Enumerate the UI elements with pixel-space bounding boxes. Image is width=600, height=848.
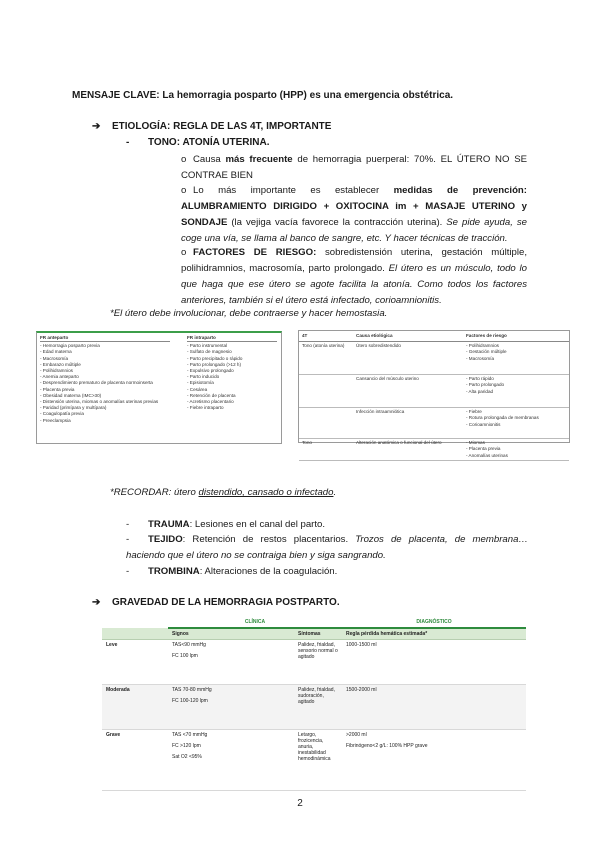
- risk-row: - Cesárea: [187, 386, 208, 392]
- table-row: Infección intraamniótica - Fiebre - Rotura prolongada de membranas - Corioamnionitis: [299, 408, 569, 439]
- risk-row: - Polihidramnios: [40, 368, 73, 374]
- table-header-row: 4T Causa etiológica Factores de riesgo: [299, 331, 569, 342]
- arrow-right-icon: ➔: [92, 597, 101, 608]
- header-blood-loss: Regla pérdida hemática estimada*: [342, 628, 526, 640]
- involution-note: *El útero debe involucionar, debe contraerse y hacer hemostasia.: [110, 308, 388, 319]
- header-signs: Signos: [168, 628, 294, 640]
- risk-row: - Parto precipitado o rápido: [187, 355, 243, 361]
- 4t-table: [298, 330, 570, 458]
- trauma-item: - TRAUMA: Lesiones en el canal del parto.: [126, 519, 326, 530]
- key-message: [72, 90, 453, 101]
- etiology-title: ETIOLOGÍA: REGLA DE LAS 4T, IMPORTANTE: [112, 121, 332, 132]
- dash-bullet: -: [126, 137, 130, 148]
- trombina-item: - TROMBINA: Alteraciones de la coagulación.: [126, 566, 338, 577]
- arrow-right-icon: ➔: [92, 121, 101, 132]
- table-row: Tono (atonía uterina) Útero sobredistendido - Polihidramnios - Gestación múltiple - Macrosomía: [299, 342, 569, 375]
- risk-row: - Coagulopatía previa: [40, 411, 84, 417]
- risk-row: - Anemia anteparto: [40, 374, 79, 380]
- tono-bullet-3: o FACTORES DE RIESGO: sobredistensión uterina, gestación múltiple, polihidramnios, macrosomía, parto prolongado. El útero es un músculo, todo lo que haga que ese útero se agote facilita la atonía. Como todos los factores anteriores, también si el útero está infectado, corioamnionitis.: [181, 247, 528, 306]
- severity-row: Grave TAS <70 mmHg FC >120 lpm Sat O2 <95% Letargo, frozicencia, anuria, inestabilidad hemodinámica >2000 ml Fibrinógeno<2 g/L: 100% HPP grave: [102, 730, 526, 791]
- risk-row: - Parto inducido: [187, 374, 220, 380]
- risk-row: - Distensión uterina, miomas o anomalías uterinas previas: [40, 399, 159, 405]
- group-diagnosis: DIAGNÓSTICO: [342, 617, 526, 628]
- risk-row: - Sulfato de magnesio: [187, 349, 232, 355]
- etiology-heading: [92, 121, 331, 132]
- risk-row: - Macrosomía: [40, 355, 69, 361]
- remember-note: *RECORDAR: útero distendido, cansado o infectado.: [110, 487, 337, 498]
- severity-table: [102, 617, 526, 791]
- key-message-text: La hemorragia posparto (HPP) es una emergencia obstétrica.: [162, 90, 454, 101]
- tejido-item: - TEJIDO: Retención de restos placentarios. Trozos de placenta, de membrana… haciendo que el útero no se contraiga bien y siga sangrando.: [126, 534, 529, 561]
- group-clinic: CLÍNICA: [168, 617, 342, 628]
- page-number: 2: [297, 798, 303, 809]
- col1-header: FR anteparto: [40, 335, 170, 342]
- table-row: Cansancio del músculo uterino - Parto rápido - Parto prolongado - Alta paridad: [299, 375, 569, 408]
- risk-row: - Acretismo placentario: [187, 399, 234, 405]
- table-row: Tono Alteración anatómica o funcional del útero - Miomas - Placenta previa - Anomalías uterinas: [299, 439, 569, 461]
- risk-row: - Hemorragia posparto previa: [40, 343, 100, 349]
- risk-row: - Edad materna: [40, 349, 72, 355]
- risk-row: - Parto prolongado (>12 h): [187, 361, 242, 367]
- tono-label: TONO: ATONÍA UTERINA.: [148, 137, 270, 148]
- col2-header: FR intraparto: [187, 335, 277, 342]
- risk-row: - Parto instrumental: [187, 343, 228, 349]
- severity-heading: [92, 597, 340, 608]
- risk-row: - Paridad (primípara y multípara): [40, 405, 107, 411]
- tono-bullet-1: o Causa más frecuente de hemorragia puerperal: 70%. EL ÚTERO NO SE CONTRAE BIEN: [181, 154, 527, 181]
- severity-title: GRAVEDAD DE LA HEMORRAGIA POSTPARTO.: [112, 597, 340, 608]
- header-symptoms: Síntomas: [294, 628, 342, 640]
- risk-row: - Fiebre intraparto: [187, 405, 224, 411]
- risk-row: - Embarazo múltiple: [40, 361, 81, 367]
- risk-row: - Preeclampsia: [40, 417, 71, 423]
- risk-row: - Retención de placenta: [187, 392, 236, 398]
- risk-row: - Expulsivo prolongado: [187, 368, 234, 374]
- severity-row: Leve TAS<90 mmHg FC 100 lpm Palidez, frialdad, sensorio normal o agitado 1000-1500 ml: [102, 640, 526, 685]
- risk-factors-table: [36, 331, 282, 444]
- risk-row: - Obesidad materna (IMC>30): [40, 392, 102, 398]
- tono-heading: [126, 137, 269, 148]
- severity-row: Moderada TAS 70-80 mmHg FC 100-120 lpm Palidez, frialdad, sudoración, agitado 1500-2000 ml: [102, 685, 526, 730]
- risk-row: - Episiotomía: [187, 380, 214, 386]
- risk-row: - Desprendimiento prematuro de placenta normoinserta: [40, 380, 153, 386]
- risk-row: - Placenta previa: [40, 386, 75, 392]
- tono-bullet-2: o Lo más importante es establecer medidas de prevención: ALUMBRAMIENTO DIRIGIDO + OXITOCINA im + MASAJE UTERINO y SONDAJE (la vejiga vacía favorece la contracción uterina). Se pide ayuda, se coge una vía, se llama al banco de sangre, etc. Y hacer técnicas de tracción.: [181, 185, 527, 244]
- key-message-label: MENSAJE CLAVE:: [72, 90, 160, 101]
